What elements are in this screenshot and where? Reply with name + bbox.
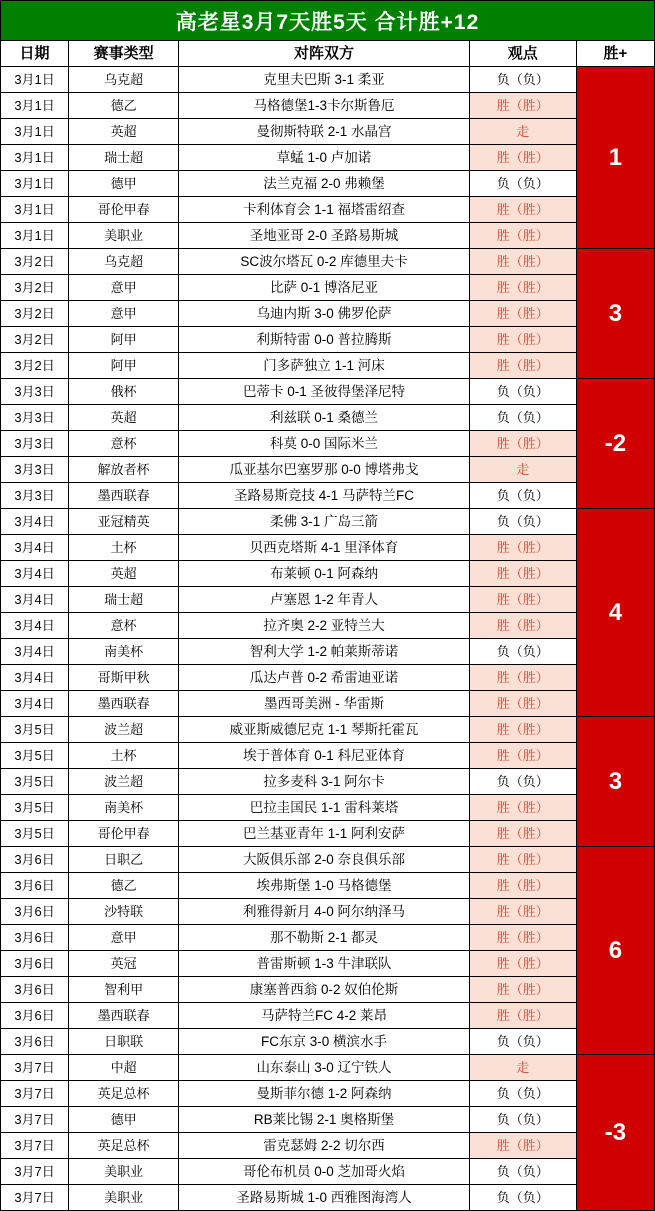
cell-match: 普雷斯顿 1-3 牛津联队: [179, 951, 469, 977]
cell-match: 圣路易斯竞技 4-1 马萨特兰FC: [179, 483, 469, 509]
cell-league: 中超: [69, 1055, 179, 1081]
cell-match: 利兹联 0-1 桑德兰: [179, 405, 469, 431]
cell-date: 3月2日: [1, 327, 69, 353]
cell-win-total: -2: [576, 379, 654, 509]
cell-view: 胜（胜）: [469, 249, 576, 275]
cell-league: 南美杯: [69, 639, 179, 665]
cell-match: 布莱顿 0-1 阿森纳: [179, 561, 469, 587]
cell-date: 3月3日: [1, 379, 69, 405]
cell-view: 胜（胜）: [469, 951, 576, 977]
cell-league: 意甲: [69, 275, 179, 301]
cell-date: 3月4日: [1, 691, 69, 717]
cell-league: 意甲: [69, 301, 179, 327]
cell-date: 3月5日: [1, 769, 69, 795]
cell-match: 瓜亚基尔巴塞罗那 0-0 博塔弗戈: [179, 457, 469, 483]
cell-league: 英超: [69, 119, 179, 145]
cell-league: 土杯: [69, 535, 179, 561]
table-row: [1, 1081, 655, 1107]
cell-match: 山东泰山 3-0 辽宁铁人: [179, 1055, 469, 1081]
cell-win-total: 1: [576, 67, 654, 249]
cell-match: 柔佛 3-1 广岛三箭: [179, 509, 469, 535]
table-row: [1, 873, 655, 899]
header-row: [1, 41, 655, 67]
results-table: [0, 40, 655, 1211]
cell-view: 负（负）: [469, 171, 576, 197]
table-row: [1, 951, 655, 977]
cell-date: 3月3日: [1, 405, 69, 431]
table-row: [1, 587, 655, 613]
cell-league: 德甲: [69, 1107, 179, 1133]
table-row: [1, 1055, 655, 1081]
table-row: [1, 327, 655, 353]
cell-view: 胜（胜）: [469, 431, 576, 457]
table-row: [1, 171, 655, 197]
cell-match: 法兰克福 2-0 弗赖堡: [179, 171, 469, 197]
cell-match: 雷克瑟姆 2-2 切尔西: [179, 1133, 469, 1159]
cell-match: 马萨特兰FC 4-2 莱昂: [179, 1003, 469, 1029]
table-row: [1, 925, 655, 951]
table-row: [1, 483, 655, 509]
cell-view: 胜（胜）: [469, 1003, 576, 1029]
table-row: [1, 1159, 655, 1185]
cell-view: 胜（胜）: [469, 821, 576, 847]
cell-date: 3月6日: [1, 873, 69, 899]
table-row: [1, 535, 655, 561]
cell-date: 3月2日: [1, 275, 69, 301]
cell-date: 3月4日: [1, 587, 69, 613]
cell-date: 3月7日: [1, 1133, 69, 1159]
cell-league: 德甲: [69, 171, 179, 197]
table-row: [1, 379, 655, 405]
cell-view: 负（负）: [469, 379, 576, 405]
cell-date: 3月5日: [1, 821, 69, 847]
cell-view: 胜（胜）: [469, 301, 576, 327]
cell-league: 解放者杯: [69, 457, 179, 483]
cell-date: 3月4日: [1, 535, 69, 561]
cell-league: 墨西联春: [69, 691, 179, 717]
cell-league: 土杯: [69, 743, 179, 769]
cell-date: 3月6日: [1, 977, 69, 1003]
table-row: [1, 93, 655, 119]
cell-league: 英超: [69, 405, 179, 431]
cell-view: 胜（胜）: [469, 587, 576, 613]
cell-league: 英超: [69, 561, 179, 587]
cell-match: 卢塞恩 1-2 年青人: [179, 587, 469, 613]
cell-league: 美职业: [69, 1159, 179, 1185]
table-row: [1, 197, 655, 223]
cell-match: 曼斯菲尔德 1-2 阿森纳: [179, 1081, 469, 1107]
table-row: [1, 431, 655, 457]
cell-match: 圣地亚哥 2-0 圣路易斯城: [179, 223, 469, 249]
column-header-league: 赛事类型: [69, 41, 179, 67]
table-row: [1, 1107, 655, 1133]
cell-match: 曼彻斯特联 2-1 水晶宫: [179, 119, 469, 145]
cell-view: 胜（胜）: [469, 873, 576, 899]
cell-view: 胜（胜）: [469, 93, 576, 119]
cell-league: 亚冠精英: [69, 509, 179, 535]
cell-match: 康塞普西翁 0-2 奴伯伦斯: [179, 977, 469, 1003]
cell-view: 胜（胜）: [469, 925, 576, 951]
table-row: [1, 977, 655, 1003]
cell-date: 3月4日: [1, 639, 69, 665]
cell-match: SC波尔塔瓦 0-2 库德里夫卡: [179, 249, 469, 275]
cell-league: 墨西联春: [69, 1003, 179, 1029]
table-row: [1, 899, 655, 925]
cell-view: 走: [469, 119, 576, 145]
cell-match: 利斯特雷 0-0 普拉腾斯: [179, 327, 469, 353]
cell-match: 卡利体育会 1-1 福塔雷绍查: [179, 197, 469, 223]
cell-match: 拉齐奥 2-2 亚特兰大: [179, 613, 469, 639]
cell-match: 门多萨独立 1-1 河床: [179, 353, 469, 379]
cell-match: 埃弗斯堡 1-0 马格德堡: [179, 873, 469, 899]
cell-match: 草蜢 1-0 卢加诺: [179, 145, 469, 171]
cell-view: 负（负）: [469, 405, 576, 431]
table-row: [1, 561, 655, 587]
cell-win-total: 4: [576, 509, 654, 717]
cell-view: 负（负）: [469, 1185, 576, 1211]
cell-date: 3月4日: [1, 561, 69, 587]
cell-date: 3月4日: [1, 613, 69, 639]
table-row: [1, 509, 655, 535]
cell-match: 智利大学 1-2 帕莱斯蒂诺: [179, 639, 469, 665]
table-row: [1, 847, 655, 873]
cell-view: 负（负）: [469, 1029, 576, 1055]
cell-view: 胜（胜）: [469, 847, 576, 873]
cell-date: 3月2日: [1, 301, 69, 327]
cell-date: 3月6日: [1, 925, 69, 951]
cell-view: 胜（胜）: [469, 275, 576, 301]
table-row: [1, 1133, 655, 1159]
table-row: [1, 821, 655, 847]
table-row: [1, 1003, 655, 1029]
cell-match: 埃于普体育 0-1 科尼亚体育: [179, 743, 469, 769]
cell-date: 3月1日: [1, 119, 69, 145]
table-row: [1, 613, 655, 639]
cell-league: 英足总杯: [69, 1133, 179, 1159]
table-header: [1, 41, 655, 67]
cell-view: 负（负）: [469, 1107, 576, 1133]
cell-match: 马格德堡1-3卡尔斯鲁厄: [179, 93, 469, 119]
cell-league: 波兰超: [69, 769, 179, 795]
table-row: [1, 249, 655, 275]
cell-date: 3月7日: [1, 1055, 69, 1081]
cell-league: 波兰超: [69, 717, 179, 743]
table-row: [1, 67, 655, 93]
cell-date: 3月7日: [1, 1185, 69, 1211]
cell-match: FC东京 3-0 横滨水手: [179, 1029, 469, 1055]
table-row: [1, 795, 655, 821]
cell-date: 3月7日: [1, 1159, 69, 1185]
cell-view: 胜（胜）: [469, 223, 576, 249]
cell-date: 3月2日: [1, 249, 69, 275]
cell-league: 美职业: [69, 223, 179, 249]
cell-view: 负（负）: [469, 1081, 576, 1107]
cell-view: 走: [469, 457, 576, 483]
cell-view: 负（负）: [469, 769, 576, 795]
cell-view: 胜（胜）: [469, 743, 576, 769]
cell-match: 科莫 0-0 国际米兰: [179, 431, 469, 457]
table-row: [1, 639, 655, 665]
cell-date: 3月6日: [1, 1003, 69, 1029]
cell-view: 胜（胜）: [469, 145, 576, 171]
cell-league: 英冠: [69, 951, 179, 977]
cell-league: 沙特联: [69, 899, 179, 925]
cell-league: 日职联: [69, 1029, 179, 1055]
cell-match: 威亚斯威德尼克 1-1 琴斯托霍瓦: [179, 717, 469, 743]
cell-league: 南美杯: [69, 795, 179, 821]
cell-date: 3月5日: [1, 743, 69, 769]
cell-date: 3月5日: [1, 795, 69, 821]
cell-match: 克里夫巴斯 3-1 柔亚: [179, 67, 469, 93]
cell-match: 巴蒂卡 0-1 圣彼得堡泽尼特: [179, 379, 469, 405]
cell-view: 胜（胜）: [469, 977, 576, 1003]
cell-league: 日职乙: [69, 847, 179, 873]
cell-league: 德乙: [69, 873, 179, 899]
cell-view: 胜（胜）: [469, 535, 576, 561]
cell-match: 大阪俱乐部 2-0 奈良俱乐部: [179, 847, 469, 873]
cell-date: 3月1日: [1, 93, 69, 119]
table-row: [1, 743, 655, 769]
table-row: [1, 1185, 655, 1211]
column-header-win: 胜+: [576, 41, 654, 67]
column-header-date: 日期: [1, 41, 69, 67]
cell-date: 3月3日: [1, 483, 69, 509]
cell-view: 负（负）: [469, 483, 576, 509]
cell-date: 3月2日: [1, 353, 69, 379]
table-row: [1, 275, 655, 301]
cell-match: 巴兰基亚青年 1-1 阿利安萨: [179, 821, 469, 847]
cell-league: 乌克超: [69, 67, 179, 93]
cell-league: 意甲: [69, 925, 179, 951]
cell-match: 圣路易斯城 1-0 西雅图海湾人: [179, 1185, 469, 1211]
cell-league: 意杯: [69, 613, 179, 639]
cell-date: 3月6日: [1, 847, 69, 873]
table-row: [1, 145, 655, 171]
cell-view: 胜（胜）: [469, 717, 576, 743]
cell-view: 负（负）: [469, 509, 576, 535]
table-row: [1, 691, 655, 717]
cell-league: 阿甲: [69, 353, 179, 379]
cell-league: 阿甲: [69, 327, 179, 353]
cell-league: 瑞士超: [69, 145, 179, 171]
cell-match: RB莱比锡 2-1 奥格斯堡: [179, 1107, 469, 1133]
cell-league: 俄杯: [69, 379, 179, 405]
cell-league: 哥伦甲春: [69, 197, 179, 223]
cell-date: 3月6日: [1, 899, 69, 925]
cell-league: 意杯: [69, 431, 179, 457]
cell-date: 3月4日: [1, 509, 69, 535]
cell-date: 3月3日: [1, 431, 69, 457]
cell-league: 乌克超: [69, 249, 179, 275]
cell-win-total: 3: [576, 249, 654, 379]
cell-match: 拉多麦科 3-1 阿尔卡: [179, 769, 469, 795]
cell-view: 胜（胜）: [469, 691, 576, 717]
cell-league: 哥伦甲春: [69, 821, 179, 847]
cell-match: 比萨 0-1 博洛尼亚: [179, 275, 469, 301]
page-title: 高老星3月7天胜5天 合计胜+12: [0, 0, 655, 40]
table-row: [1, 457, 655, 483]
cell-view: 负（负）: [469, 1159, 576, 1185]
cell-view: 胜（胜）: [469, 1133, 576, 1159]
cell-win-total: 6: [576, 847, 654, 1055]
cell-match: 利雅得新月 4-0 阿尔纳泽马: [179, 899, 469, 925]
cell-date: 3月7日: [1, 1107, 69, 1133]
cell-date: 3月5日: [1, 717, 69, 743]
cell-win-total: 3: [576, 717, 654, 847]
cell-date: 3月1日: [1, 223, 69, 249]
cell-league: 美职业: [69, 1185, 179, 1211]
table-row: [1, 301, 655, 327]
cell-view: 胜（胜）: [469, 353, 576, 379]
cell-league: 英足总杯: [69, 1081, 179, 1107]
cell-date: 3月1日: [1, 145, 69, 171]
cell-view: 胜（胜）: [469, 899, 576, 925]
cell-view: 走: [469, 1055, 576, 1081]
cell-league: 墨西联春: [69, 483, 179, 509]
table-row: [1, 223, 655, 249]
cell-league: 哥斯甲秋: [69, 665, 179, 691]
table-row: [1, 665, 655, 691]
cell-match: 贝西克塔斯 4-1 里泽体育: [179, 535, 469, 561]
cell-date: 3月3日: [1, 457, 69, 483]
table-body: [1, 67, 655, 1211]
cell-date: 3月1日: [1, 171, 69, 197]
cell-view: 胜（胜）: [469, 665, 576, 691]
cell-league: 瑞士超: [69, 587, 179, 613]
table-row: [1, 717, 655, 743]
cell-view: 负（负）: [469, 67, 576, 93]
cell-view: 胜（胜）: [469, 327, 576, 353]
table-row: [1, 1029, 655, 1055]
table-row: [1, 119, 655, 145]
cell-league: 智利甲: [69, 977, 179, 1003]
cell-view: 胜（胜）: [469, 561, 576, 587]
cell-match: 哥伦布机员 0-0 芝加哥火焰: [179, 1159, 469, 1185]
cell-view: 负（负）: [469, 639, 576, 665]
cell-win-total: -3: [576, 1055, 654, 1211]
cell-view: 胜（胜）: [469, 795, 576, 821]
cell-match: 墨西哥美洲 - 华雷斯: [179, 691, 469, 717]
column-header-view: 观点: [469, 41, 576, 67]
cell-date: 3月1日: [1, 67, 69, 93]
cell-date: 3月6日: [1, 1029, 69, 1055]
cell-date: 3月7日: [1, 1081, 69, 1107]
cell-league: 德乙: [69, 93, 179, 119]
cell-match: 那不勒斯 2-1 都灵: [179, 925, 469, 951]
cell-view: 胜（胜）: [469, 613, 576, 639]
cell-match: 巴拉圭国民 1-1 雷科莱塔: [179, 795, 469, 821]
cell-match: 瓜达卢普 0-2 希雷迪亚诺: [179, 665, 469, 691]
cell-match: 乌迪内斯 3-0 佛罗伦萨: [179, 301, 469, 327]
cell-date: 3月4日: [1, 665, 69, 691]
table-row: [1, 405, 655, 431]
table-row: [1, 353, 655, 379]
cell-date: 3月6日: [1, 951, 69, 977]
cell-view: 胜（胜）: [469, 197, 576, 223]
cell-date: 3月1日: [1, 197, 69, 223]
table-row: [1, 769, 655, 795]
column-header-match: 对阵双方: [179, 41, 469, 67]
